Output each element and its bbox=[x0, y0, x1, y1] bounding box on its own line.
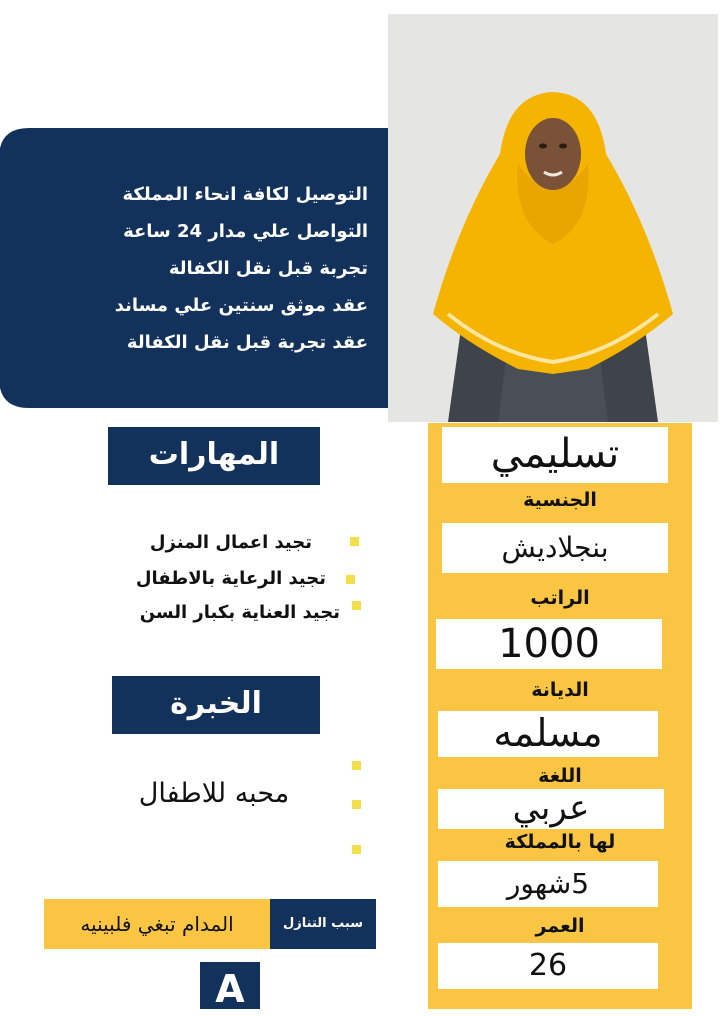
nationality-label: الجنسية bbox=[523, 489, 597, 511]
name-field: تسليمي bbox=[442, 427, 668, 483]
grade-badge: A bbox=[200, 962, 260, 1009]
age-label: العمر bbox=[535, 915, 585, 937]
skill-item: تجيد الرعاية بالاطفال bbox=[135, 568, 326, 589]
age-field: 26 bbox=[438, 943, 658, 989]
service-line: عقد تجربة قبل نقل الكفالة bbox=[126, 332, 368, 353]
reason-value: المدام تبغي فلبينيه bbox=[44, 899, 270, 949]
experience-header: الخبرة bbox=[112, 676, 320, 734]
in-kingdom-field: 5شهور bbox=[438, 861, 658, 907]
religion-label: الديانة bbox=[531, 679, 589, 701]
services-list bbox=[28, 176, 368, 361]
bullet-icon bbox=[350, 537, 359, 546]
candidate-photo bbox=[388, 14, 718, 422]
reason-label: سبب التنازل bbox=[270, 899, 376, 949]
skills-header: المهارات bbox=[108, 427, 320, 485]
bullet-icon bbox=[346, 575, 355, 584]
religion-field: مسلمه bbox=[438, 711, 658, 757]
in-kingdom-label: لها بالمملكة bbox=[504, 831, 616, 853]
bullet-icon bbox=[352, 800, 361, 809]
service-line: تجربة قبل نقل الكفالة bbox=[168, 258, 368, 279]
salary-field: 1000 bbox=[436, 619, 662, 669]
nationality-field: بنجلاديش bbox=[442, 523, 668, 573]
bullet-icon bbox=[352, 601, 361, 610]
salary-label: الراتب bbox=[530, 587, 590, 609]
experience-text: محبه للاطفال bbox=[138, 778, 290, 809]
skill-item: تجيد اعمال المنزل bbox=[149, 532, 312, 553]
service-line: التواصل علي مدار 24 ساعة bbox=[123, 221, 368, 242]
reason-strip bbox=[44, 899, 376, 949]
bullet-icon bbox=[352, 845, 361, 854]
services-banner bbox=[0, 128, 392, 408]
skill-item: تجيد العناية بكبار السن bbox=[139, 602, 340, 623]
bullet-icon bbox=[352, 761, 361, 770]
language-field: عربي bbox=[438, 789, 664, 829]
service-line: التوصيل لكافة انحاء المملكة bbox=[122, 184, 368, 205]
service-line: عقد موثق سنتين علي مساند bbox=[114, 295, 368, 316]
info-column bbox=[428, 423, 692, 1009]
language-label: اللغة bbox=[538, 765, 582, 787]
